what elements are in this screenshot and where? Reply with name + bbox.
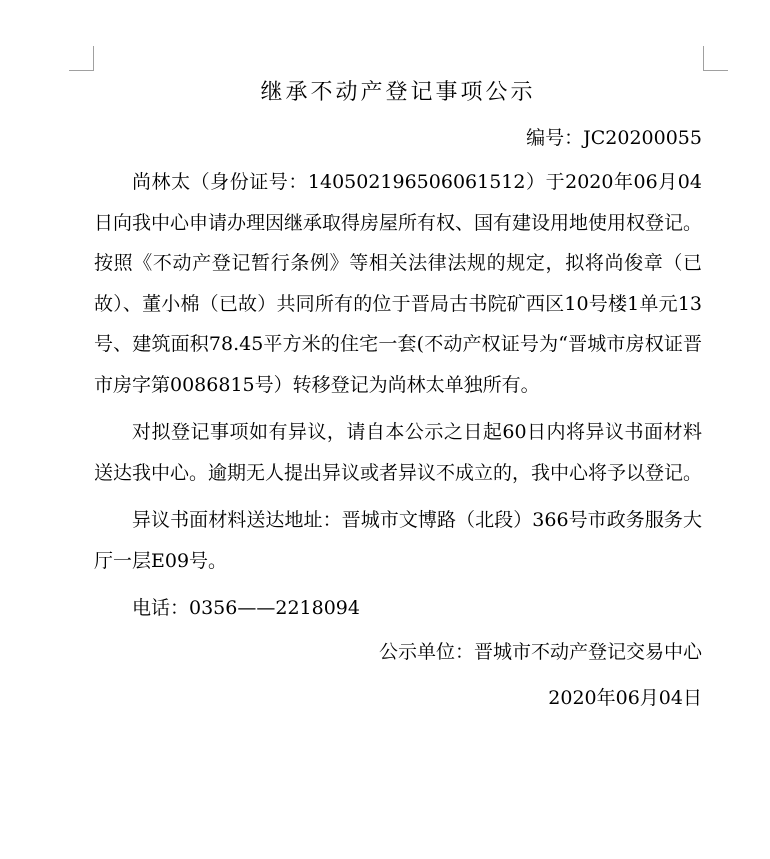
- top-right-crop-mark: [703, 46, 728, 71]
- paragraph-address: 异议书面材料送达地址：晋城市文博路（北段）366号市政务服务大厅一层E09号。: [94, 509, 702, 572]
- issue-date: 2020年06月04日: [548, 687, 702, 709]
- document-title: 继承不动产登记事项公示: [260, 80, 536, 105]
- issuing-unit: 公示单位：晋城市不动产登记交易中心: [378, 641, 702, 663]
- contact-phone: 电话：0356——2218094: [132, 597, 360, 619]
- document-body: [94, 76, 702, 718]
- top-left-crop-mark: [69, 46, 94, 71]
- paragraph-registration: 尚林太（身份证号：140502196506061512）于2020年06月04日向我中心申请办理因继承取得房屋所有权、国有建设用地使用权登记。按照《不动产登记暂行条例》等相关法律法规的规定，拟将尚俊章（已故）、董小棉（已故）共同所有的位于晋局古书院矿西区10号楼1单元13号、建筑面积78.45平方米的住宅一套(不动产权证号为“晋城市房权证晋市房字第0086815号）转移登记为尚林太单独所有。: [94, 171, 703, 396]
- paragraph-objection: 对拟登记事项如有异议，请自本公示之日起60日内将异议书面材料送达我中心。逾期无人提出异议或者异议不成立的，我中心将予以登记。: [94, 421, 703, 484]
- document-number: 编号：JC20200055: [526, 127, 702, 149]
